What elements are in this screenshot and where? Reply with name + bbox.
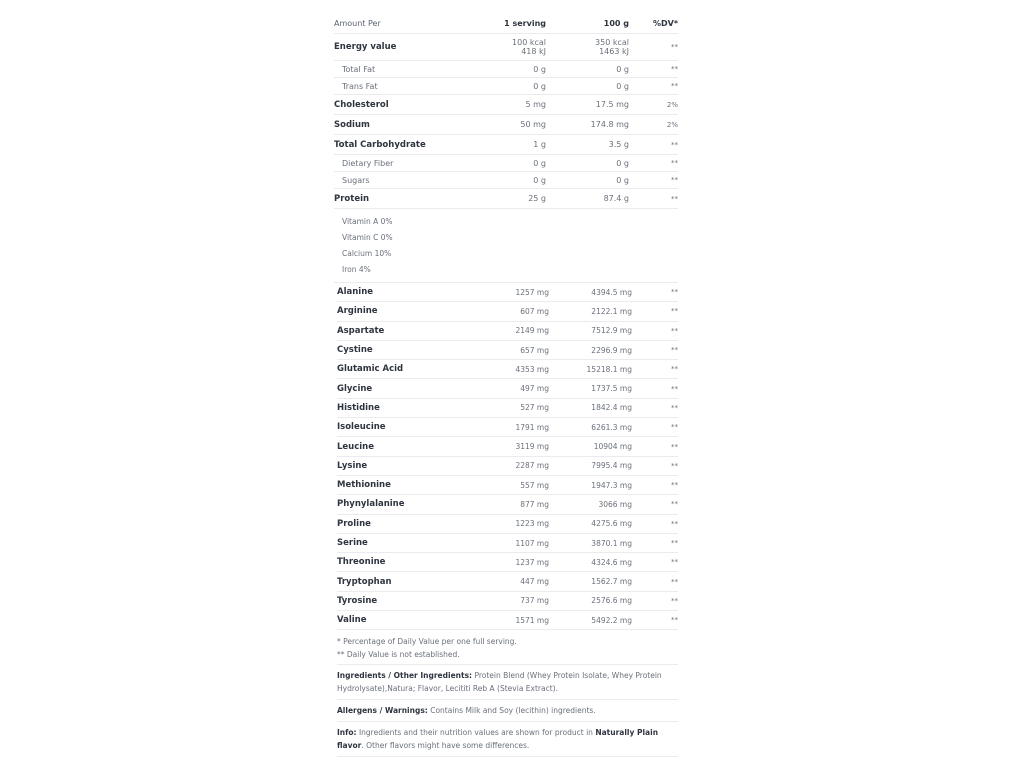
- amino-serving: 657 mg: [520, 345, 549, 355]
- amino-dv: **: [671, 288, 678, 297]
- allergens-label: Allergens / Warnings:: [337, 706, 428, 716]
- amino-dv: **: [671, 558, 678, 567]
- amino-dv: **: [671, 519, 678, 528]
- nutrient-per100: 0 g: [616, 81, 629, 91]
- amino-dv: **: [671, 403, 678, 412]
- nutrient-row-sodium: [334, 115, 678, 135]
- nutrient-row-sugars: [334, 172, 678, 189]
- nutrient-dv: **: [671, 140, 678, 149]
- amino-per100: 1737.5 mg: [591, 384, 632, 394]
- nutrient-dv: **: [671, 159, 678, 167]
- amino-name: Tryptophan: [337, 576, 392, 587]
- nutrition-table: [334, 14, 678, 757]
- amino-serving: 3119 mg: [515, 442, 549, 452]
- amino-acid-row: [337, 611, 678, 630]
- nutrient-serving: [481, 38, 546, 56]
- footnote-not-established: ** Daily Value is not established.: [337, 650, 460, 660]
- amino-per100: 15218.1 mg: [586, 364, 632, 374]
- info-label: Info:: [337, 728, 357, 738]
- amino-acid-row: [337, 476, 678, 495]
- amino-per100: 4324.6 mg: [591, 557, 632, 567]
- amino-per100: 7512.9 mg: [591, 326, 632, 336]
- amino-name: Cystine: [337, 345, 373, 356]
- footnotes: [337, 630, 678, 665]
- amino-dv: **: [671, 384, 678, 393]
- nutrient-dv: **: [671, 82, 678, 90]
- nutrient-dv: **: [671, 43, 678, 51]
- amino-acid-row: [337, 592, 678, 611]
- amino-name: Valine: [337, 615, 367, 626]
- allergens-section: [337, 700, 678, 722]
- amino-acid-row: [337, 534, 678, 553]
- info-section: [337, 722, 678, 757]
- vitamin-item: Iron 4%: [342, 265, 371, 274]
- info-flavor: Naturally Plain flavor: [337, 728, 659, 751]
- amino-name: Tyrosine: [337, 595, 378, 606]
- amino-serving: 1107 mg: [515, 538, 549, 548]
- amino-serving: 607 mg: [520, 306, 549, 316]
- nutrient-name: Cholesterol: [334, 99, 389, 110]
- amino-acid-row: [337, 418, 678, 437]
- amino-dv: **: [671, 539, 678, 547]
- amino-per100: 4394.5 mg: [591, 287, 632, 297]
- amino-name: Arginine: [337, 306, 378, 317]
- vitamin-item: Vitamin C 0%: [342, 233, 393, 242]
- amino-serving: 1257 mg: [515, 287, 549, 297]
- amino-serving: 1571 mg: [515, 615, 549, 625]
- header-100g: 100 g: [603, 19, 629, 28]
- nutrient-per100: 3.5 g: [608, 140, 629, 149]
- nutrient-name: Protein: [334, 193, 370, 204]
- footnote-daily-value: * Percentage of Daily Value per one full serving.: [337, 637, 517, 647]
- amino-per100: 6261.3 mg: [591, 422, 632, 432]
- amino-serving: 2149 mg: [515, 326, 549, 336]
- nutrient-dv: **: [671, 176, 678, 184]
- amino-acid-row: [337, 283, 678, 302]
- amino-name: Isoleucine: [337, 422, 386, 433]
- amino-name: Phynylalanine: [337, 499, 405, 510]
- amino-acid-row: [337, 457, 678, 476]
- amino-name: Aspartate: [337, 325, 385, 336]
- amino-serving: 557 mg: [520, 480, 549, 490]
- nutrient-name: Dietary Fiber: [342, 158, 394, 168]
- amino-per100: 2576.6 mg: [591, 596, 632, 606]
- amino-name: Alanine: [337, 287, 374, 298]
- amino-per100: 5492.2 mg: [591, 615, 632, 625]
- header-serving: 1 serving: [504, 19, 546, 28]
- nutrient-dv: **: [671, 65, 678, 73]
- nutrient-row-total-carbohydrate: [334, 135, 678, 155]
- nutrient-serving: 0 g: [533, 158, 546, 168]
- nutrient-per100: 0 g: [616, 175, 629, 185]
- nutrient-per100: 17.5 mg: [595, 100, 629, 109]
- nutrient-per100: 0 g: [616, 158, 629, 168]
- amino-per100: 10904 mg: [593, 442, 632, 452]
- amino-serving: 737 mg: [520, 596, 549, 606]
- vitamin-item: Calcium 10%: [342, 249, 392, 258]
- energy-kcal-serving: 100 kcal: [512, 38, 546, 47]
- amino-serving: 1237 mg: [515, 557, 549, 567]
- nutrient-row-cholesterol: [334, 95, 678, 115]
- amino-acid-row: [337, 437, 678, 456]
- nutrient-row-energy: [334, 34, 678, 61]
- amino-name: Lysine: [337, 460, 368, 471]
- nutrient-serving: 0 g: [533, 175, 546, 185]
- nutrient-row-trans-fat: [334, 78, 678, 95]
- vitamin-item: Vitamin A 0%: [342, 217, 393, 226]
- amino-dv: **: [671, 500, 678, 509]
- amino-name: Glutamic Acid: [337, 364, 404, 375]
- amino-dv: **: [671, 577, 678, 586]
- amino-per100: 3066 mg: [598, 499, 632, 509]
- nutrient-dv: 2%: [666, 100, 678, 109]
- amino-acid-row: [337, 379, 678, 398]
- amino-per100: 3870.1 mg: [591, 538, 632, 548]
- energy-kj-100g: 1463 kJ: [599, 47, 629, 56]
- amino-per100: 2296.9 mg: [591, 345, 632, 355]
- amino-dv: **: [671, 365, 678, 374]
- amino-dv: **: [671, 616, 678, 625]
- amino-acid-row: [337, 572, 678, 591]
- amino-name: Threonine: [337, 557, 386, 568]
- amino-serving: 497 mg: [520, 384, 549, 394]
- amino-acid-row: [337, 399, 678, 418]
- amino-acid-row: [337, 495, 678, 514]
- amino-dv: **: [671, 346, 678, 355]
- amino-serving: 1223 mg: [515, 519, 549, 529]
- amino-name: Glycine: [337, 383, 373, 394]
- amino-acid-row: [337, 341, 678, 360]
- nutrient-dv: **: [671, 194, 678, 203]
- amino-per100: 2122.1 mg: [591, 306, 632, 316]
- nutrient-name: Energy value: [334, 42, 397, 52]
- amino-acid-row: [337, 360, 678, 379]
- nutrient-name: Total Fat: [342, 64, 376, 74]
- vitamins-list: [334, 209, 678, 283]
- amino-name: Methionine: [337, 480, 391, 491]
- amino-serving: 2287 mg: [515, 461, 549, 471]
- nutrient-name: Sugars: [342, 175, 370, 185]
- amino-per100: 1562.7 mg: [591, 577, 632, 587]
- amino-acid-list: [334, 283, 678, 630]
- amino-serving: 527 mg: [520, 403, 549, 413]
- nutrient-name: Trans Fat: [342, 81, 378, 91]
- ingredients-text: Protein Blend (Whey Protein Isolate, Whey Protein Hydrolysate),Natura; Flavor, Lecititi Reb A (Stevia Extract).: [337, 671, 662, 694]
- nutrient-name: Sodium: [334, 119, 370, 130]
- amino-per100: 7995.4 mg: [591, 461, 632, 471]
- amino-dv: **: [671, 423, 678, 432]
- amino-dv: **: [671, 481, 678, 490]
- amino-serving: 877 mg: [520, 499, 549, 509]
- amino-dv: **: [671, 461, 678, 470]
- nutrient-per100: 0 g: [616, 64, 629, 74]
- energy-kj-serving: 418 kJ: [521, 47, 546, 56]
- nutrient-row-total-fat: [334, 61, 678, 78]
- amino-dv: **: [671, 326, 678, 335]
- nutrient-row-dietary-fiber: [334, 155, 678, 172]
- energy-kcal-100g: 350 kcal: [595, 38, 629, 47]
- ingredients-section: [337, 665, 678, 700]
- nutrient-row-protein: [334, 189, 678, 209]
- nutrient-dv: 2%: [666, 120, 678, 129]
- nutrient-per100: 87.4 g: [603, 194, 629, 203]
- amino-name: Proline: [337, 518, 371, 529]
- amino-per100: 1842.4 mg: [591, 403, 632, 413]
- info-text-after: . Other flavors might have some differences.: [361, 741, 530, 751]
- amino-dv: **: [671, 442, 678, 451]
- nutrient-serving: 0 g: [533, 64, 546, 74]
- amino-name: Histidine: [337, 402, 380, 413]
- amino-per100: 4275.6 mg: [591, 519, 632, 529]
- table-header: [334, 14, 678, 34]
- amino-name: Leucine: [337, 441, 375, 452]
- header-dv: %DV*: [652, 19, 678, 28]
- allergens-text: Contains Milk and Soy (lecithin) ingredients.: [430, 706, 596, 716]
- ingredients-label: Ingredients / Other Ingredients:: [337, 671, 473, 681]
- nutrient-per100: [546, 38, 629, 56]
- nutrient-serving: 5 mg: [525, 100, 546, 109]
- nutrient-serving: 0 g: [533, 81, 546, 91]
- amino-acid-row: [337, 515, 678, 534]
- nutrient-per100: 174.8 mg: [590, 120, 629, 129]
- nutrient-serving: 50 mg: [520, 120, 546, 129]
- nutrient-serving: 25 g: [528, 194, 546, 203]
- amino-acid-row: [337, 322, 678, 341]
- amino-serving: 4353 mg: [515, 364, 549, 374]
- amino-serving: 447 mg: [520, 577, 549, 587]
- amino-name: Serine: [337, 538, 368, 548]
- amino-serving: 1791 mg: [515, 422, 549, 432]
- amino-per100: 1947.3 mg: [591, 480, 632, 490]
- header-amount-per: Amount Per: [334, 19, 381, 28]
- amino-acid-row: [337, 553, 678, 572]
- nutrient-serving: 1 g: [533, 140, 546, 149]
- nutrient-name: Total Carbohydrate: [334, 139, 426, 150]
- amino-acid-row: [337, 302, 678, 321]
- info-text: Ingredients and their nutrition values are shown for product in: [358, 728, 593, 738]
- amino-dv: **: [671, 596, 678, 605]
- amino-dv: **: [671, 307, 678, 316]
